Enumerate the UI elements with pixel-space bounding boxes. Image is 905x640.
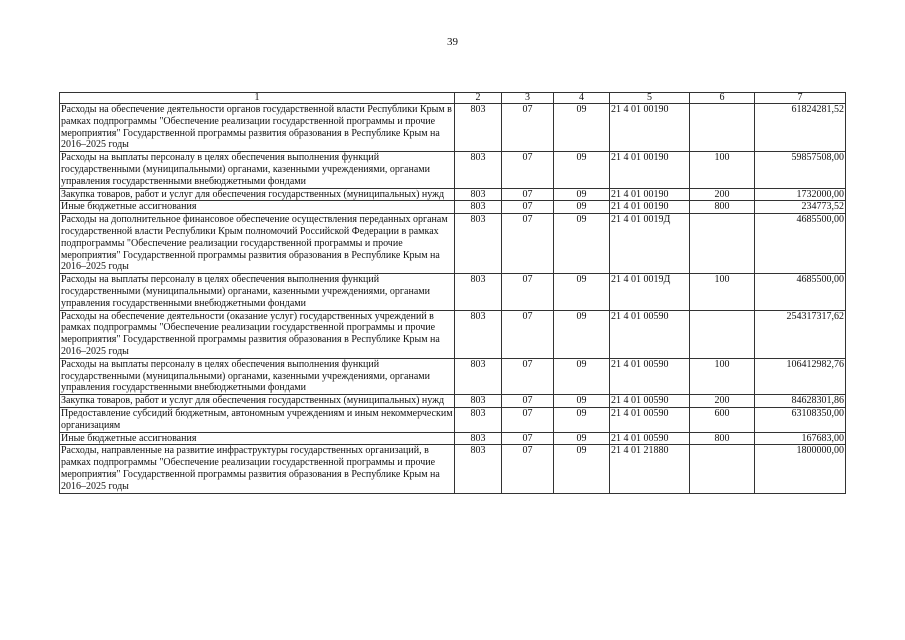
expense-type-code (690, 445, 755, 493)
grbs-code: 803 (455, 310, 502, 358)
table-row (60, 310, 846, 358)
table-row (60, 214, 846, 274)
section-code: 07 (502, 395, 554, 408)
column-header: 5 (610, 93, 690, 104)
grbs-code: 803 (455, 432, 502, 445)
expense-type-code (690, 104, 755, 152)
subsection-code: 09 (554, 152, 610, 188)
table-body (60, 104, 846, 494)
expense-name: Иные бюджетные ассигнования (60, 201, 455, 214)
expense-type-code: 100 (690, 152, 755, 188)
subsection-code: 09 (554, 201, 610, 214)
grbs-code: 803 (455, 274, 502, 310)
subsection-code: 09 (554, 395, 610, 408)
expense-name: Закупка товаров, работ и услуг для обеспечения государственных (муниципальных) нужд (60, 188, 455, 201)
subsection-code: 09 (554, 274, 610, 310)
target-article-code: 21 4 01 00590 (610, 432, 690, 445)
table-row (60, 358, 846, 394)
subsection-code: 09 (554, 214, 610, 274)
table-row (60, 152, 846, 188)
page-number: 39 (447, 36, 458, 48)
column-header: 3 (502, 93, 554, 104)
expense-name: Расходы на обеспечение деятельности (оказание услуг) государственных учреждений в рамках подпрограммы "Обеспечение реализации государственной программы и прочие мероприятия" Государственной программы развития образования в Республике Крым на 2016–2025 годы (60, 310, 455, 358)
expense-name: Расходы на обеспечение деятельности органов государственной власти Республики Крым в рамках подпрограммы "Обеспечение реализации государственной программы и прочие мероприятия" Государственной программы развития образования в Республике Крым на 2016–2025 годы (60, 104, 455, 152)
expense-name: Расходы на дополнительное финансовое обеспечение осуществления переданных органам государственной власти Республики Крым полномочий Российской Федерации в рамках подпрограммы "Обеспечение реализации государственной программы и прочие мероприятия" Государственной программы развития образования в Республике Крым на 2016–2025 годы (60, 214, 455, 274)
table-row (60, 395, 846, 408)
subsection-code: 09 (554, 445, 610, 493)
subsection-code: 09 (554, 188, 610, 201)
expense-type-code: 200 (690, 188, 755, 201)
amount: 61824281,52 (755, 104, 846, 152)
section-code: 07 (502, 445, 554, 493)
expense-type-code: 800 (690, 432, 755, 445)
expense-name: Иные бюджетные ассигнования (60, 432, 455, 445)
target-article-code: 21 4 01 00190 (610, 152, 690, 188)
section-code: 07 (502, 104, 554, 152)
subsection-code: 09 (554, 104, 610, 152)
section-code: 07 (502, 274, 554, 310)
expense-type-code: 100 (690, 274, 755, 310)
expense-name: Предоставление субсидий бюджетным, автономным учреждениям и иным некоммерческим организациям (61, 407, 453, 431)
amount: 59857508,00 (755, 152, 846, 188)
amount: 4685500,00 (755, 274, 846, 310)
section-code: 07 (502, 201, 554, 214)
table-row (60, 445, 846, 493)
table-row (60, 188, 846, 201)
amount: 1732000,00 (755, 188, 846, 201)
amount: 63108350,00 (755, 407, 846, 432)
expense-type-code: 600 (690, 407, 755, 432)
expense-name: Расходы на выплаты персоналу в целях обеспечения выполнения функций государственными (муниципальными) органами, казенными учреждениями, органами управления государственными внебюджетными фондами (60, 274, 455, 310)
amount: 234773,52 (755, 201, 846, 214)
subsection-code: 09 (554, 310, 610, 358)
amount: 84628301,86 (755, 395, 846, 408)
expense-name: Закупка товаров, работ и услуг для обеспечения государственных (муниципальных) нужд (60, 395, 455, 408)
section-code: 07 (502, 432, 554, 445)
table-row (60, 201, 846, 214)
expense-name: Расходы на выплаты персоналу в целях обеспечения выполнения функций государственными (муниципальными) органами, казенными учреждениями, органами управления государственными внебюджетными фондами (60, 152, 455, 188)
amount: 167683,00 (755, 432, 846, 445)
expense-type-code: 800 (690, 201, 755, 214)
section-code: 07 (502, 407, 554, 432)
expense-name: Расходы на выплаты персоналу в целях обеспечения выполнения функций государственными (муниципальными) органами, казенными учреждениями, органами управления государственными внебюджетными фондами (60, 358, 455, 394)
section-code: 07 (502, 214, 554, 274)
target-article-code: 21 4 01 0019Д (610, 274, 690, 310)
grbs-code: 803 (455, 358, 502, 394)
column-header: 7 (755, 93, 846, 104)
column-header: 2 (455, 93, 502, 104)
amount: 1800000,00 (755, 445, 846, 493)
section-code: 07 (502, 188, 554, 201)
target-article-code: 21 4 01 0019Д (610, 214, 690, 274)
column-header: 6 (690, 93, 755, 104)
grbs-code: 803 (455, 104, 502, 152)
section-code: 07 (502, 358, 554, 394)
target-article-code: 21 4 01 00190 (610, 104, 690, 152)
budget-table (59, 92, 846, 494)
column-header: 1 (60, 93, 455, 104)
table-row (60, 274, 846, 310)
grbs-code: 803 (455, 188, 502, 201)
grbs-code: 803 (455, 152, 502, 188)
table-row (60, 407, 846, 432)
table-row (60, 432, 846, 445)
target-article-code: 21 4 01 00190 (610, 188, 690, 201)
section-code: 07 (502, 310, 554, 358)
expense-type-code (690, 214, 755, 274)
grbs-code: 803 (455, 214, 502, 274)
amount: 106412982,76 (755, 358, 846, 394)
amount: 4685500,00 (755, 214, 846, 274)
grbs-code: 803 (455, 407, 502, 432)
expense-type-code (690, 310, 755, 358)
expense-type-code: 200 (690, 395, 755, 408)
target-article-code: 21 4 01 00590 (610, 358, 690, 394)
amount: 254317317,62 (755, 310, 846, 358)
target-article-code: 21 4 01 00590 (610, 310, 690, 358)
grbs-code: 803 (455, 445, 502, 493)
expense-name: Расходы, направленные на развитие инфраструктуры государственных организаций, в рамках подпрограммы "Обеспечение реализации государственной программы и прочие мероприятия" Государственной программы развития образования в Республике Крым на 2016–2025 годы (60, 445, 455, 493)
table-row (60, 104, 846, 152)
target-article-code: 21 4 01 00590 (610, 407, 690, 432)
subsection-code: 09 (554, 432, 610, 445)
table-header-row (60, 93, 846, 104)
expense-type-code: 100 (690, 358, 755, 394)
section-code: 07 (502, 152, 554, 188)
target-article-code: 21 4 01 21880 (610, 445, 690, 493)
subsection-code: 09 (554, 407, 610, 432)
grbs-code: 803 (455, 201, 502, 214)
subsection-code: 09 (554, 358, 610, 394)
target-article-code: 21 4 01 00190 (610, 201, 690, 214)
column-header: 4 (554, 93, 610, 104)
target-article-code: 21 4 01 00590 (610, 395, 690, 408)
grbs-code: 803 (455, 395, 502, 408)
